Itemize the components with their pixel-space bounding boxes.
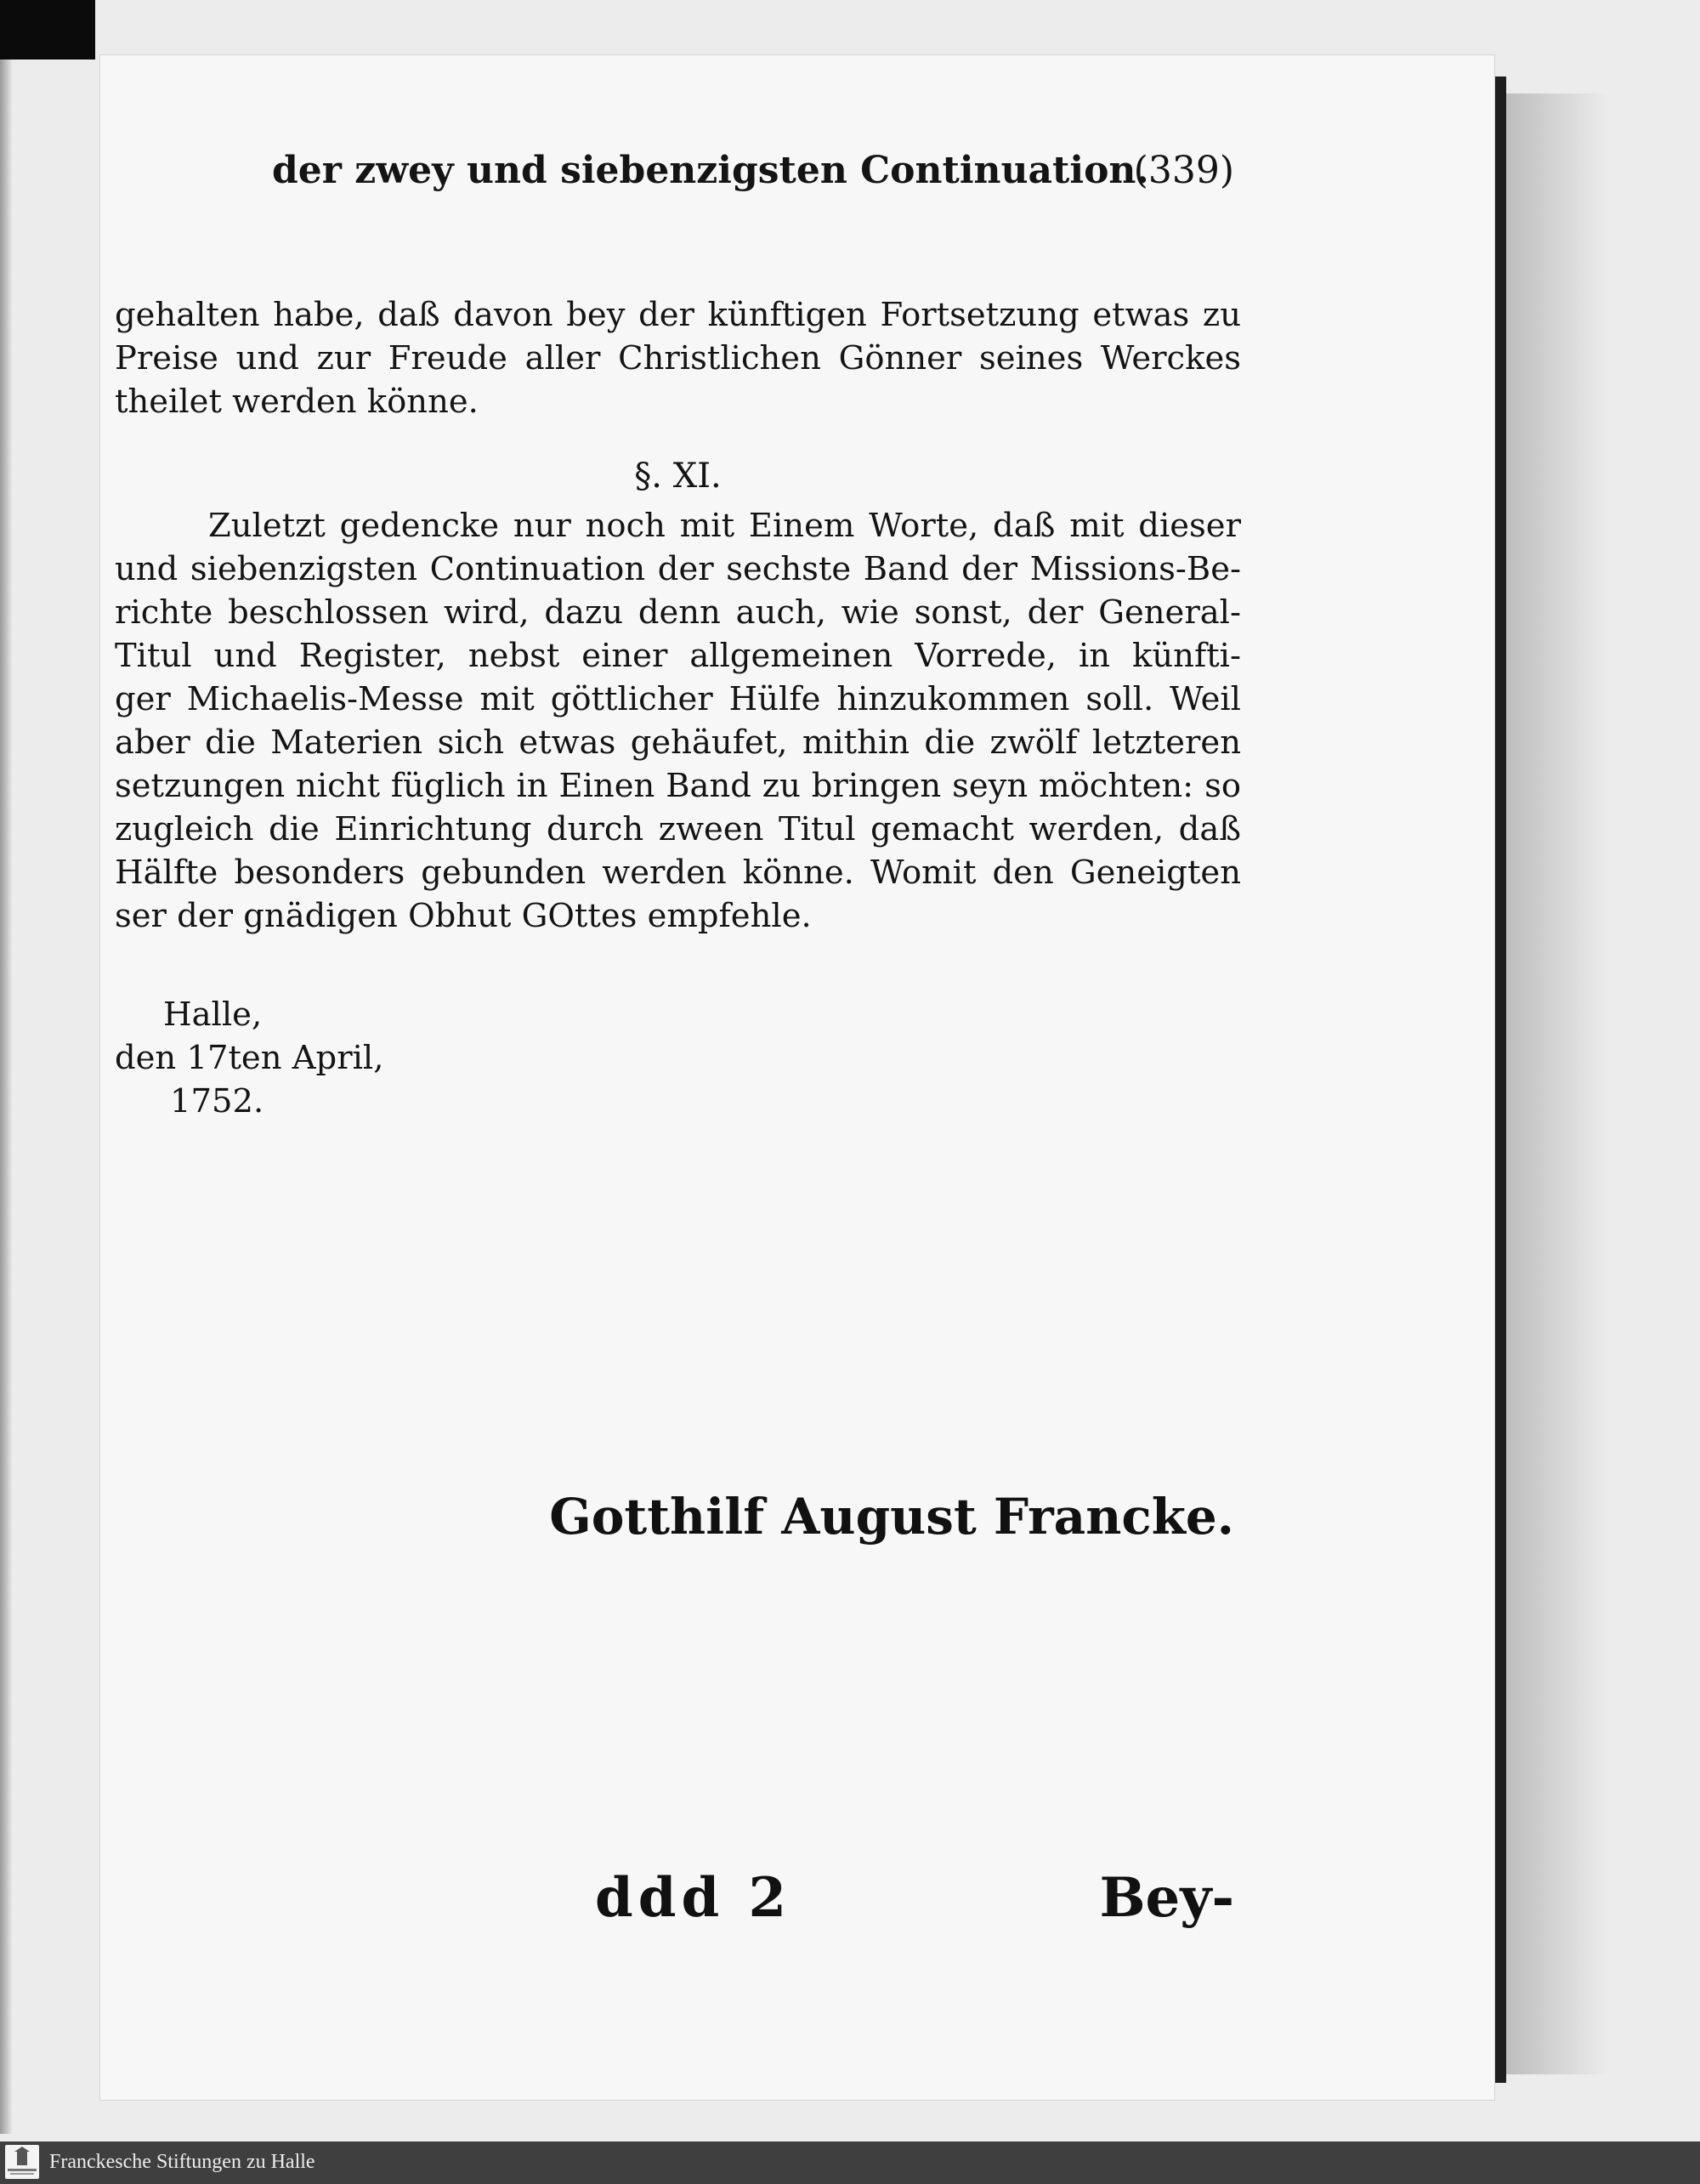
- text-line: ger Michaelis-Messe mit göttlicher Hülfe hinzukommen soll. Weil: [115, 680, 1241, 718]
- text-line: ser der gnädigen Obhut GOttes empfehle.: [115, 897, 812, 935]
- paragraph-continuation: [115, 293, 1241, 423]
- catchword: Bey-: [1099, 1866, 1234, 1930]
- dateline-place: Halle,: [163, 996, 263, 1034]
- section-heading: §. XI.: [634, 457, 722, 496]
- scan-corner: [0, 0, 95, 60]
- text-line: richte beschlossen wird, dazu denn auch, wie sonst, der General-: [115, 593, 1241, 632]
- footer-institution: Franckesche Stiftungen zu Halle: [49, 2151, 315, 2173]
- book-edge: [1494, 77, 1506, 2083]
- text-line: Hälfte besonders gebunden werden könne. Womit den Geneigten: [115, 854, 1241, 892]
- book-edge-shadow: [1506, 94, 1608, 2074]
- text-line: gehalten habe, daß davon bey der künftigen Fortsetzung etwas zu: [115, 296, 1241, 334]
- text-line: zugleich die Einrichtung durch zween Titul gemacht werden, daß: [115, 810, 1241, 848]
- text-line: Titul und Register, nebst einer allgemeinen Vorrede, in künfti-: [115, 637, 1241, 675]
- text-line: aber die Materien sich etwas gehäufet, mithin die zwölf letzteren: [115, 723, 1241, 762]
- gutter-shadow: [0, 60, 12, 2134]
- page-number: (339): [1133, 149, 1234, 192]
- dateline: [115, 993, 383, 1123]
- text-line: Zuletzt gedencke nur noch mit Einem Worte, daß mit dieser: [208, 507, 1241, 545]
- running-head: [170, 149, 1234, 208]
- text-line: Preise und zur Freude aller Christlichen Gönner seines Werckes: [115, 339, 1241, 377]
- dateline-year: 1752.: [170, 1082, 264, 1120]
- author-signature: Gotthilf August Francke.: [549, 1488, 1234, 1546]
- text-line: theilet werden könne.: [115, 383, 479, 421]
- text-line: und siebenzigsten Continuation der sechste Band der Missions-Be-: [115, 550, 1241, 588]
- institution-logo-icon: [5, 2145, 39, 2179]
- paragraph-section-xi: [115, 504, 1241, 938]
- text-line: setzungen nicht füglich in Einen Band zu bringen seyn möchten: so: [115, 767, 1241, 805]
- dateline-date: den 17ten April,: [115, 1039, 384, 1077]
- running-head-title: der zwey und siebenzigsten Continuation.: [272, 149, 1149, 192]
- footer-bar: [0, 2141, 1700, 2184]
- signature-mark: ddd 2: [595, 1866, 792, 1930]
